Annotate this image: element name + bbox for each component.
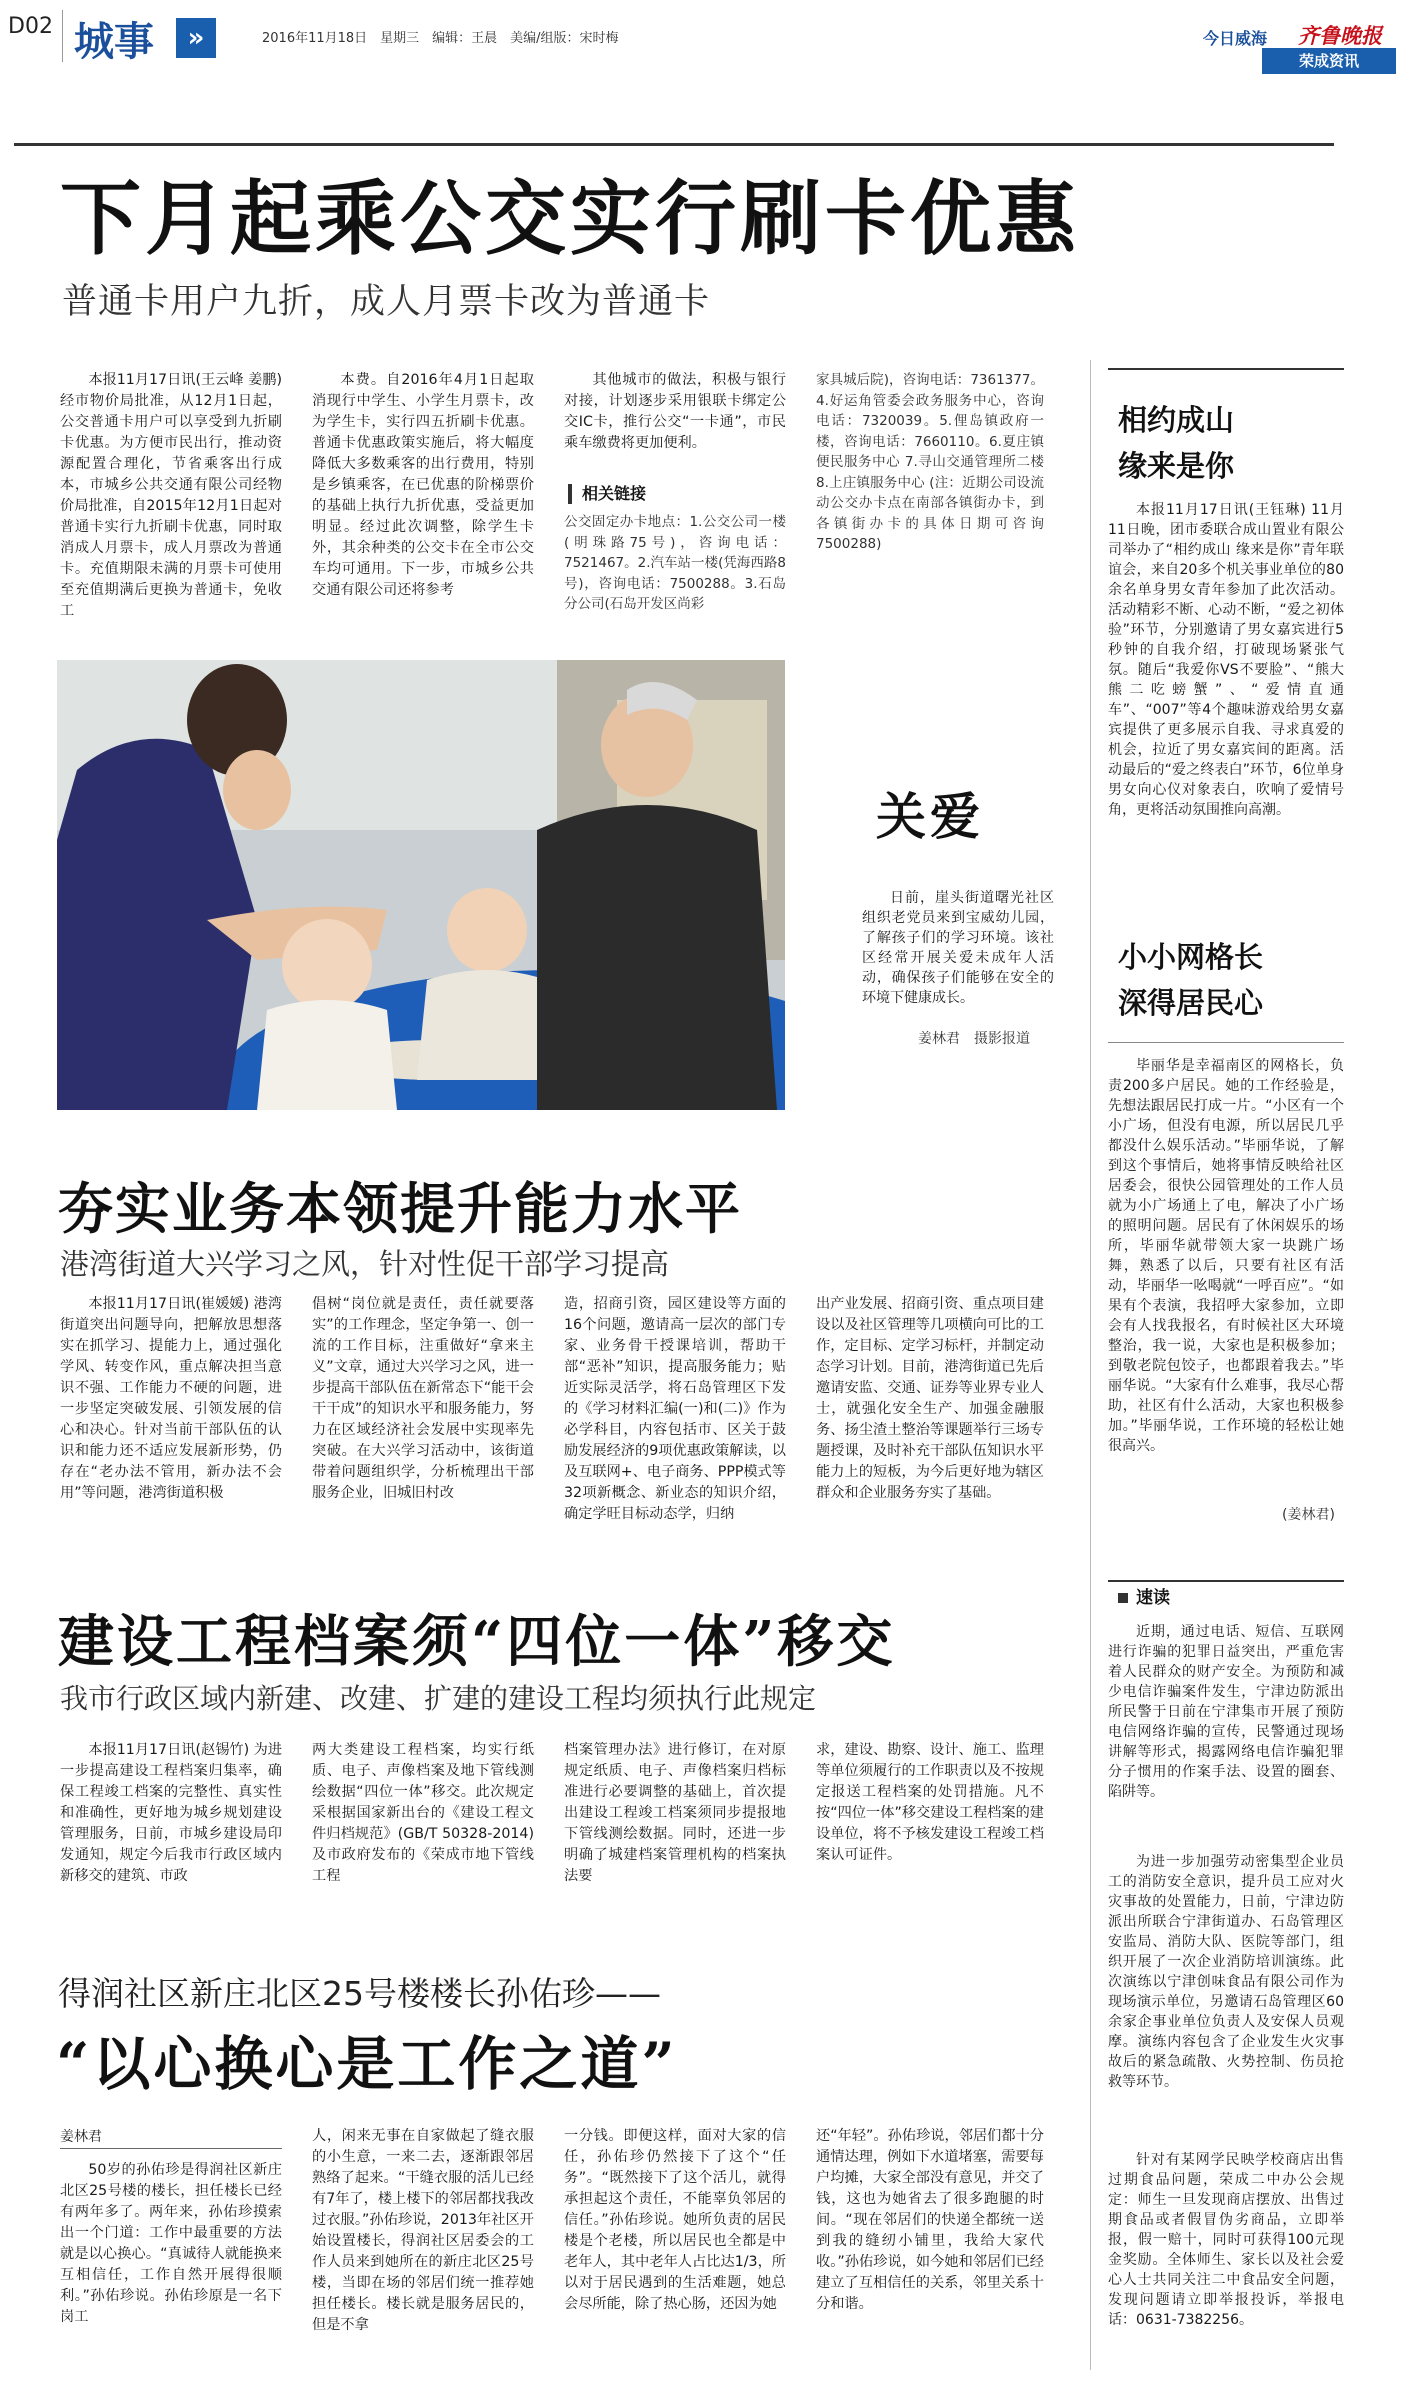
love-title-line-2: 缘来是你 [1118,449,1235,483]
photo-caption: 日前，崖头街道曙光社区组织老党员来到宝威幼儿园，了解孩子们的学习环境。该社区经常开展关爱未成年人活动，确保孩子们能够在安全的环境下健康成长。 [862,890,1054,1006]
study-col-3: 造，招商引资，园区建设等方面的16个问题，邀请高一层次的部门专家、业务骨干授课培训，帮助干部“恶补”知识，提高服务能力；贴近实际灵活学，将石岛管理区下发的《学习材料汇编(一)和(二)》作为必学科目，内容包括市、区关于鼓励发展经济的9项优惠政策解读，以及互联网+、电子商务、PPP模式等32项新概念、新业态的知识介绍，确定学旺目标动态学，归纳 [564,1296,786,1522]
archive-col-3: 档案管理办法》进行修订，在对原规定纸质、电子、声像档案归档标准进行必要调整的基础上，首次提出建设工程竣工档案须同步提报地下管线测绘数据。同时，还进一步明确了城建档案管理机构的档案执法要 [564,1742,786,1884]
photo-credit: 姜林君 摄影报道 [918,1031,1030,1047]
chief-col-2: 人，闲来无事在自家做起了缝衣服的小生意，一来二去，逐渐跟邻居熟络了起来。“干缝衣服的活儿已经有7年了，楼上楼下的邻居都找我改过衣服。”孙佑珍说，2013年社区开始设置楼长，得润社区居委会的工作人员来到她所在的新庄北区25号楼，当即在场的邻居们统一推荐她担任楼长。楼长就是服务居民的，但是不拿 [312,2128,534,2333]
bus-subheadline: 普通卡用户九折，成人月票卡改为普通卡 [62,282,711,322]
chief-col-1: 50岁的孙佑珍是得润社区新庄北区25号楼的楼长，担任楼长已经有两年多了。两年来，孙佑珍摸索出一个门道：工作中最重要的方法就是以心换心。“真诚待人就能换来互相信任，工作自然开展得很顺利。”孙佑珍说。孙佑珍原是一名下岗工 [60,2162,282,2325]
study-col-2: 倡树“岗位就是责任，责任就要落实”的工作理念，坚定争第一、创一流的工作目标，注重做好“拿来主义”文章，通过大兴学习之风，进一步提高干部队伍在新常态下“能干会干干成”的知识水平和服务能力，努力在区域经济社会发展中实现率先突破。在大兴学习活动中，该街道带着问题组织学，分析梳理出干部服务企业，旧城旧村改 [312,1296,534,1501]
brief-rule [1108,1580,1344,1582]
brand-logo: 齐鲁晚报 [1298,23,1382,48]
news-photo [57,660,785,1110]
date-line: 2016年11月18日 星期三 编辑：王晨 美编/组版：宋时梅 [262,31,619,46]
chief-col-3: 一分钱。即便这样，面对大家的信任，孙佑珍仍然接下了这个“任务”。“既然接下了这个活儿，就得承担起这个责任，不能辜负邻居的信任。”孙佑珍说。她所负责的居民楼是个老楼，所以居民也全都是中老年人，其中老年人占比达1/3，所以对于居民遇到的生活难题，她总会尽所能，除了热心肠，还因为她 [564,2128,786,2312]
brief-item-1: 近期，通过电话、短信、互联网进行诈骗的犯罪日益突出，严重危害着人民群众的财产安全。为预防和减少电信诈骗案件发生，宁津边防派出所民警于日前在宁津集市开展了预防电信网络诈骗的宣传，民警通过现场讲解等形式，揭露网络电信诈骗犯罪分子惯用的作案手法、设置的圈套、陷阱等。 [1108,1624,1344,1800]
bus-col-1: 本报11月17日讯(王云峰 姜鹏) 经市物价局批准，从12月1日起，公交普通卡用户可以享受到九折刷卡优惠。为方便市民出行，推动资源配置合理化，节省乘客出行成本，市城乡公共交通有限公司经物价局批准，自2015年12月1日起对普通卡实行九折刷卡优惠，同时取消成人月票卡，成人月票改为普通卡。充值期限未满的月票卡可使用至充值期满后更换为普通卡，免收工 [60,372,282,619]
study-col-1: 本报11月17日讯(崔媛媛) 港湾街道突出问题导向，把解放思想落实在抓学习、提能力上，通过强化学风、转变作风，重点解决担当意识不强、工作能力不硬的问题，进一步坚定突破发展、引领发展的信心和决心。针对当前干部队伍的认识和能力还不适应发展新形势，仍存在“老办法不管用，新办法不会用”等问题，港湾街道积极 [60,1296,282,1501]
grid-body: 毕丽华是幸福南区的网格长，负责200多户居民。她的工作经验是，先想法跟居民打成一片。“小区有一个小广场，但没有电源，所以居民几乎都没什么娱乐活动。”毕丽华说，了解到这个事情后，她将事情反映给社区居委会，很快公园管理处的工作人员就为小广场通上了电，解决了小广场的照明问题。居民有了休闲娱乐的场所，毕丽华就带领大家一块跳广场舞，熟悉了以后，只要有社区有活动，毕丽华一吆喝就“一呼百应”。“如果有个表演，我招呼大家参加，立即会有人找我报名，有时候社区大环境整治，我一说，大家也是积极参加；到敬老院包饺子，也都跟着我去。”毕丽华说。“大家有什么难事，我尽心帮助，社区有什么活动，大家也积极参加。”毕丽华说，工作环境的轻松让她很高兴。 [1108,1058,1344,1454]
brand-left: 今日威海 [1203,29,1268,48]
chief-byline: 姜林君 [60,2129,102,2145]
love-title-line-1: 相约成山 [1118,403,1235,437]
grid-title-line-2: 深得居民心 [1118,986,1264,1020]
grid-credit: (姜林君) [1282,1507,1335,1523]
bus-headline: 下月起乘公交实行刷卡优惠 [60,172,1081,267]
bus-col-4: 家具城后院)，咨询电话：7361377。4.好运角管委会政务服务中心，咨询电话：7320039。5.俚岛镇政府一楼，咨询电话：7660110。6.夏庄镇便民服务中心 7.寻山交通管理所二楼 8.上庄镇服务中心 (注：近期公司设流动公交办卡点在南部各镇街办卡，到各镇街办卡的具体日期可咨询7500288) [816,372,1044,552]
love-body: 本报11月17日讯(王钰琳) 11月11日晚，团市委联合成山置业有限公司举办了“相约成山 缘来是你”青年联谊会，来自20多个机关事业单位的80余名单身男女青年参加了此次活动。活动精彩不断、心动不断，“爱之初体验”环节，分别邀请了男女嘉宾进行5秒钟的自我介绍，打破现场紧张气氛。随后“我爱你VS不要脸”、“熊大熊二吃螃蟹”、“爱情直通车”、“007”等4个趣味游戏给男女嘉宾提供了更多展示自我、寻求真爱的机会，拉近了男女嘉宾间的距离。活动最后的“爱之终表白”环节，6位单身男女向心仪对象表白，吹响了爱情号角，更将活动氛围推向高潮。 [1108,502,1344,818]
grid-title-rule [1108,1042,1344,1043]
brief-label: 速读 [1118,1586,1170,1610]
photo-caption-title: 关爱 [876,787,984,846]
study-subheadline: 港湾街道大兴学习之风，针对性促干部学习提高 [60,1247,670,1281]
related-links-body: 公交固定办卡地点：1.公交公司一楼(明珠路75号)，咨询电话：7521467。2.汽车站一楼(凭海西路8号)，咨询电话：7500288。3.石岛分公司(石岛开发区尚彩 [564,514,786,612]
header-divider [62,10,63,62]
photo-illustration [57,660,785,1110]
page-header [0,0,1409,80]
brief-item-2: 为进一步加强劳动密集型企业员工的消防安全意识，提升员工应对火灾事故的处置能力，日前，宁津边防派出所联合宁津街道办、石岛管理区安监局、消防大队、医院等部门，组织开展了一次企业消防培训演练。此次演练以宁津创味食品有限公司作为现场演示单位，另邀请石岛管理区60余家企事业单位负责人及安保人员观摩。演练内容包含了企业发生火灾事故后的紧急疏散、火势控制、伤员抢救等环节。 [1108,1854,1344,2090]
bus-col-2: 本费。自2016年4月1日起取消现行中学生、小学生月票卡，改为学生卡，实行四五折刷卡优惠。普通卡优惠政策实施后，将大幅度降低大多数乘客的出行费用，特别是乡镇乘客，在已优惠的阶梯票价的基础上执行九折优惠，受益更加明显。经过此次调整，除学生卡外，其余种类的公交卡在全市公交车均可通用。下一步，市城乡公共交通有限公司还将参考 [312,372,534,598]
section-chevron-icon: » [176,18,216,58]
bus-col-3: 其他城市的做法，积极与银行对接，计划逐步采用银联卡绑定公交IC卡，推行公交“一卡通”，市民乘车缴费将更加便利。 [564,372,786,451]
sidebar-divider [1090,360,1091,2370]
related-links-label: 相关链接 [568,484,646,504]
sidebar-top-rule [1108,368,1344,370]
archive-col-2: 两大类建设工程档案，均实行纸质、电子、声像档案及地下管线测绘数据“四位一体”移交。此次规定采根据国家新出台的《建设工程文件归档规范》(GB/T 50328-2014)及市政府发布的《荣成市地下管线工程 [312,1742,534,1884]
archive-col-1: 本报11月17日讯(赵锡竹) 为进一步提高建设工程档案归集率，确保工程竣工档案的完整性、真实性和准确性，更好地为城乡规划建设管理服务，日前，市城乡建设局印发通知，规定今后我市行政区域内新移交的建筑、市政 [60,1742,282,1884]
brief-item-3: 针对有某网学民映学校商店出售过期食品问题，荣成二中办公会规定：师生一旦发现商店摆放、出售过期食品或者假冒伪劣商品，立即举报，假一赔十，同时可获得100元现金奖励。全体师生、家长以及社会爱心人士共同关注二中食品安全问题，发现问题请立即举报投诉，举报电话：0631-7382256。 [1108,2152,1344,2328]
section-name: 城事 [74,18,154,65]
byline-rule [60,2148,282,2149]
header-rule [14,143,1334,146]
chief-col-4: 还“年轻”。孙佑珍说，邻居们都十分通情达理，例如下水道堵塞，需要每户均摊，大家全部没有意见，并交了钱，这也为她省去了很多跑腿的时间。“现在邻居们的快递全都统一送到我的缝纫小铺里，我给大家代收。”孙佑珍说，如今她和邻居们已经建立了互相信任的关系，邻里关系十分和谐。 [816,2128,1044,2312]
chief-headline: “以心换心是工作之道” [56,2030,678,2098]
chief-kicker: 得润社区新庄北区25号楼楼长孙佑珍—— [58,1974,661,2013]
study-headline: 夯实业务本领提升能力水平 [58,1176,743,1241]
study-col-4: 出产业发展、招商引资、重点项目建设以及社区管理等几项横向可比的工作，定目标、定学习标杆，并制定动态学习计划。目前，港湾街道已先后邀请安监、交通、证券等业界专业人士，就强化安全生产、加强金融服务、扬尘渣土整治等课题举行三场专题授课，及时补充干部队伍知识水平能力上的短板，为今后更好地为辖区群众和企业服务夯实了基础。 [816,1296,1044,1501]
archive-col-4: 求，建设、勘察、设计、施工、监理等单位须履行的工作职责以及不按规定报送工程档案的处罚措施。凡不按“四位一体”移交建设工程档案的建设单位，将不予核发建设工程竣工档案认可证件。 [816,1742,1044,1863]
archive-subheadline: 我市行政区域内新建、改建、扩建的建设工程均须执行此规定 [60,1682,817,1715]
archive-headline: 建设工程档案须“四位一体”移交 [58,1609,896,1675]
page-number: D02 [8,14,53,39]
grid-title-line-1: 小小网格长 [1118,940,1264,974]
column-tag: 荣成资讯 [1262,48,1396,74]
